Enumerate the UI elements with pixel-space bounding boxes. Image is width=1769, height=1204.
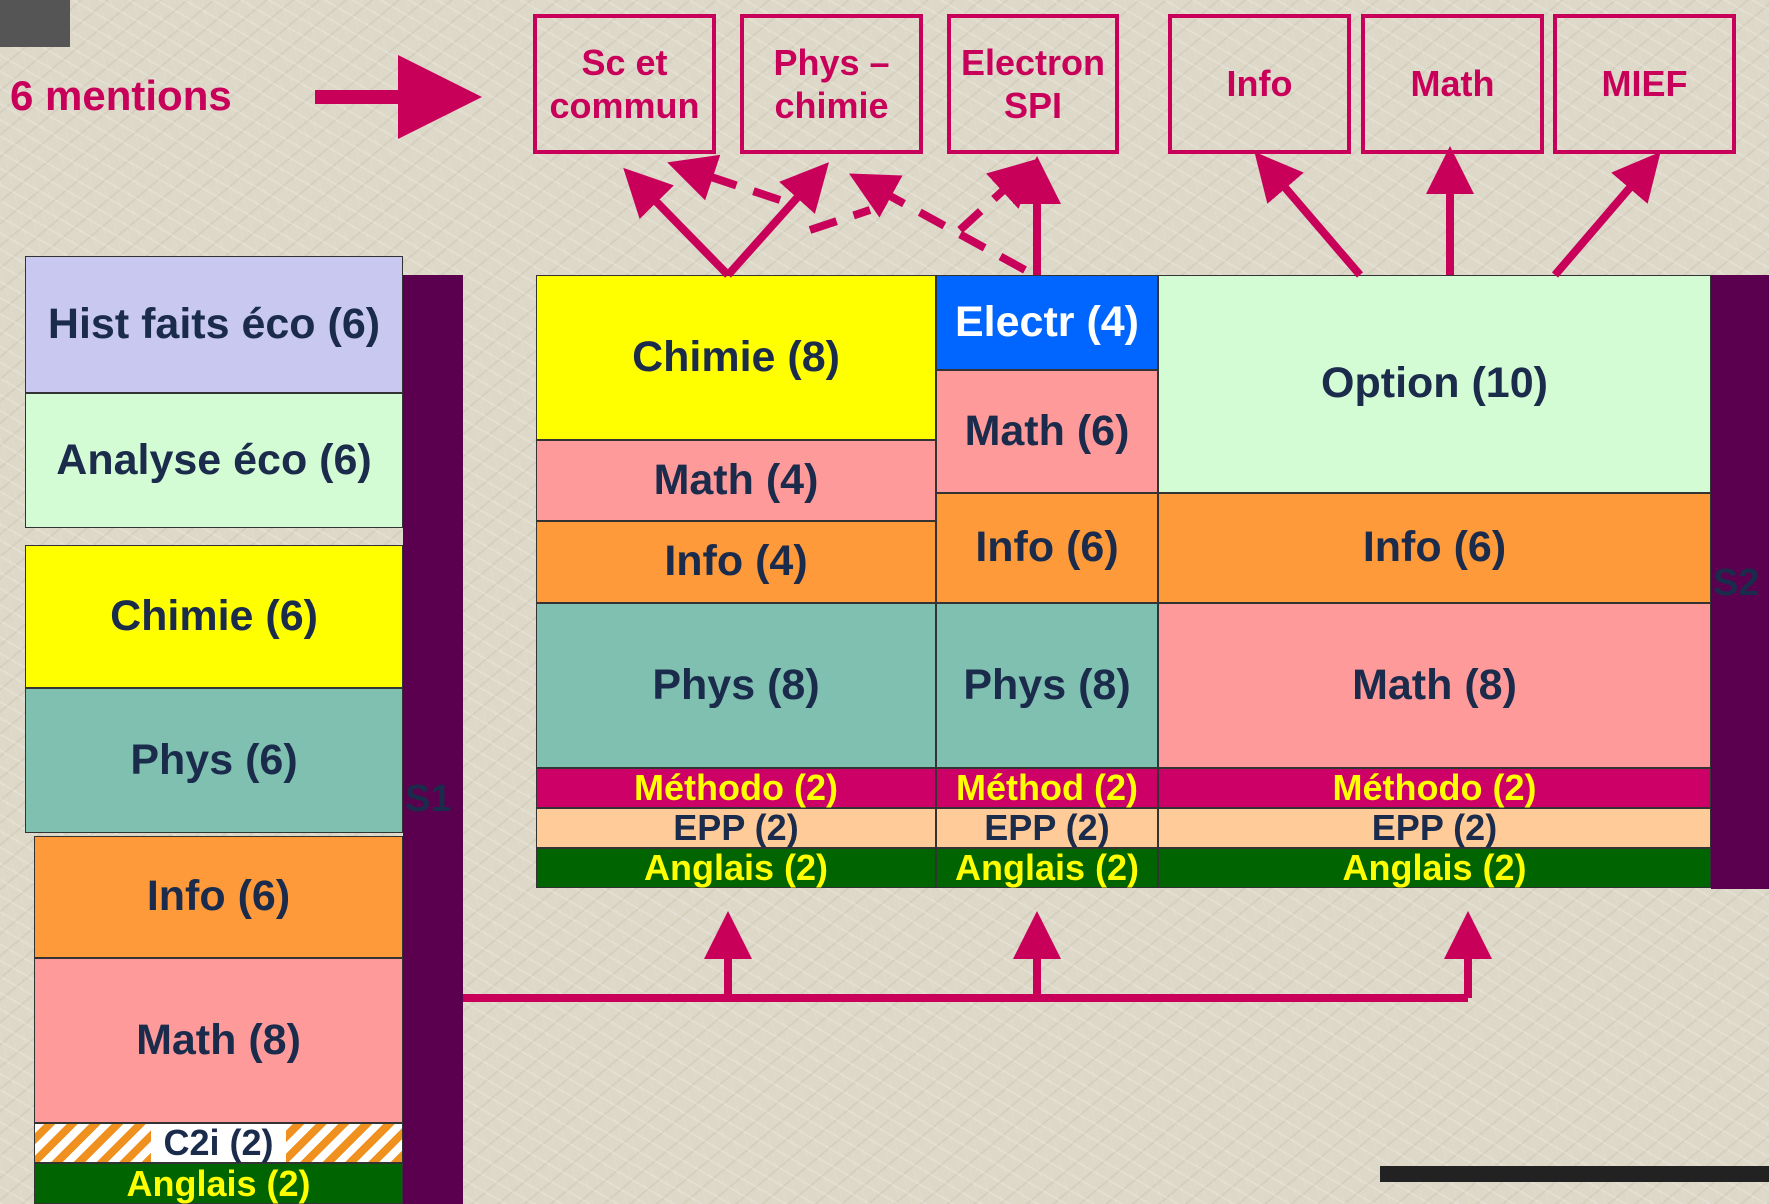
s1-phys: Phys (6)	[25, 688, 403, 833]
s1-math: Math (8)	[34, 958, 403, 1123]
mention-label: Sc et commun	[549, 41, 700, 126]
mention-label: Phys – chimie	[773, 41, 890, 126]
s2-col1-anglais: Anglais (2)	[536, 848, 936, 888]
dashed-to-sc-commun	[690, 170, 780, 200]
s2-col2-electr: Electr (4)	[936, 275, 1158, 370]
s2-col3-anglais: Anglais (2)	[1158, 848, 1711, 888]
mention-label: Math	[1410, 63, 1495, 105]
s1-label: S1	[405, 778, 452, 820]
s1-info: Info (6)	[34, 836, 403, 958]
mentions-title: 6 mentions	[10, 72, 232, 119]
s1-c2i-label: C2i (2)	[151, 1124, 285, 1162]
s1-anglais: Anglais (2)	[34, 1163, 403, 1204]
col3-to-mief	[1555, 170, 1645, 275]
s2-col2-phys: Phys (8)	[936, 603, 1158, 768]
s2-label: S2	[1713, 562, 1760, 604]
s2-col2-methodo: Méthod (2)	[936, 768, 1158, 808]
s2-col3-methodo: Méthodo (2)	[1158, 768, 1711, 808]
s2-col3-option: Option (10)	[1158, 275, 1711, 493]
s1-analyse-eco: Analyse éco (6)	[25, 393, 403, 528]
s2-col1-chimie: Chimie (8)	[536, 275, 936, 440]
s2-col2-info: Info (6)	[936, 493, 1158, 603]
dashed-to-electron	[960, 175, 1020, 230]
s2-col1-math: Math (4)	[536, 440, 936, 521]
s2-col2-epp: EPP (2)	[936, 808, 1158, 848]
s2-col2-math: Math (6)	[936, 370, 1158, 493]
s2-col3-math: Math (8)	[1158, 603, 1711, 768]
s1-chimie: Chimie (6)	[25, 545, 403, 688]
mention-label: Info	[1226, 63, 1293, 105]
dashed-to-phys-chimie	[810, 210, 870, 230]
s2-col1-methodo: Méthodo (2)	[536, 768, 936, 808]
s2-col2-anglais: Anglais (2)	[936, 848, 1158, 888]
s1-hist-faits-eco: Hist faits éco (6)	[25, 256, 403, 393]
s2-col3-epp: EPP (2)	[1158, 808, 1711, 848]
col1-to-sc-commun	[640, 185, 728, 275]
s2-col1-phys: Phys (8)	[536, 603, 936, 768]
s2-col3-info: Info (6)	[1158, 493, 1711, 603]
s2-col1-epp: EPP (2)	[536, 808, 936, 848]
dashed-col2-to-phys-chimie	[870, 185, 1025, 270]
col3-to-info	[1270, 170, 1360, 275]
mention-label: MIEF	[1601, 63, 1688, 105]
mention-label: Electron SPI	[960, 41, 1106, 126]
s2-col1-info: Info (4)	[536, 521, 936, 603]
